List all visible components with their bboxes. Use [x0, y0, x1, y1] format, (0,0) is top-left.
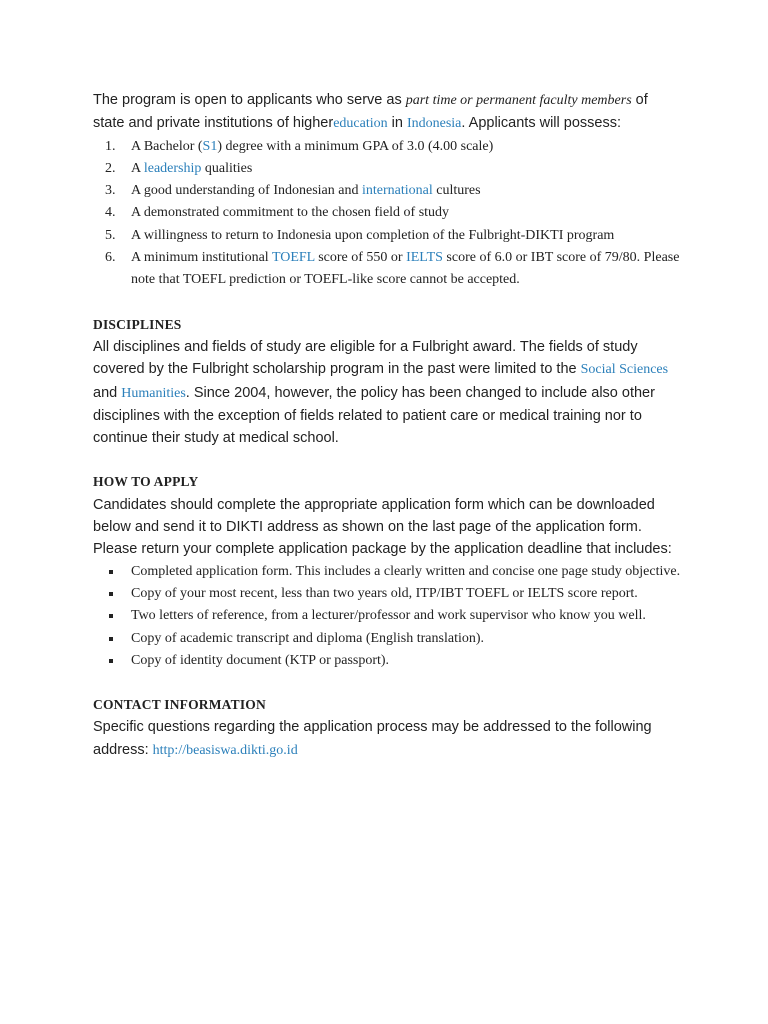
- indonesia-link[interactable]: Indonesia: [406, 116, 462, 132]
- leadership-link[interactable]: leadership: [143, 160, 202, 176]
- intro-text-2: of state and private institutions of higher: [93, 92, 648, 132]
- bullet-icon: [109, 570, 113, 574]
- list-item: [93, 180, 683, 202]
- item-text: Two letters of reference, from a lecturer/professor and work supervisor who know you well.: [131, 608, 646, 624]
- item-text: Completed application form. This includes a clearly written and concise one page study objective.: [131, 563, 681, 579]
- item-text: Copy of your most recent, less than two years old, ITP/IBT TOEFL or IELTS score report.: [131, 585, 638, 601]
- disciplines-text-1: All disciplines and fields of study are eligible for a Fulbright award. The fields of study covered by the Fulbright scholarship program in the past were limited to the: [93, 338, 638, 378]
- item-text: A Bachelor (: [131, 138, 203, 154]
- document-page: [93, 89, 683, 762]
- item-text: A willingness to return to Indonesia upon completion of the Fulbright-DIKTI program: [131, 227, 615, 243]
- bullet-icon: [109, 592, 113, 596]
- dikti-url-link[interactable]: http://beasiswa.dikti.go.id: [152, 742, 298, 758]
- humanities-link[interactable]: Humanities: [121, 385, 186, 401]
- s1-link[interactable]: S1: [202, 138, 218, 154]
- list-item: [93, 605, 683, 627]
- list-item: [93, 247, 683, 292]
- intro-text-1: The program is open to applicants who serve as: [93, 92, 406, 108]
- item-text: Copy of identity document (KTP or passport).: [131, 652, 390, 668]
- item-text: A demonstrated commitment to the chosen field of study: [131, 205, 450, 221]
- application-checklist: [93, 561, 683, 672]
- intro-text-4: . Applicants will possess:: [461, 115, 621, 132]
- requirements-list: [93, 136, 683, 292]
- intro-text-3: in: [387, 115, 407, 132]
- bullet-icon: [109, 637, 113, 641]
- list-item: [93, 650, 683, 672]
- item-text: qualities: [201, 160, 253, 176]
- contact-paragraph: [93, 716, 683, 762]
- list-number: 4.: [105, 205, 116, 221]
- social-sciences-link[interactable]: Social Sciences: [580, 362, 669, 378]
- list-item: [93, 158, 683, 180]
- list-number: 2.: [105, 160, 116, 176]
- list-item: [93, 225, 683, 247]
- item-text: score of 550 or: [314, 250, 407, 266]
- education-link[interactable]: education: [333, 116, 388, 132]
- disciplines-text-2: and: [93, 384, 122, 401]
- list-item: [93, 628, 683, 650]
- list-item: [93, 202, 683, 224]
- bullet-icon: [109, 659, 113, 663]
- item-text: ) degree with a minimum GPA of 3.0 (4.00 scale): [217, 138, 494, 154]
- list-item: [93, 136, 683, 158]
- ielts-link[interactable]: IELTS: [406, 250, 443, 266]
- disciplines-heading: DISCIPLINES: [93, 316, 182, 332]
- item-text: score of 6.0 or IBT score of 79/80. Please note that TOEFL prediction or TOEFL-like score cannot be accepted.: [131, 250, 680, 288]
- bullet-icon: [109, 614, 113, 618]
- list-number: 6.: [105, 250, 116, 266]
- item-text: A good understanding of Indonesian and: [131, 183, 362, 199]
- toefl-link[interactable]: TOEFL: [271, 250, 315, 266]
- item-text: cultures: [432, 183, 481, 199]
- how-to-apply-heading: HOW TO APPLY: [93, 474, 199, 490]
- international-link[interactable]: international: [361, 183, 433, 199]
- list-number: 3.: [105, 183, 116, 199]
- item-text: A minimum institutional: [131, 250, 272, 266]
- contact-heading: CONTACT INFORMATION: [93, 697, 266, 713]
- intro-emphasis: part time or permanent faculty members: [405, 93, 632, 108]
- disciplines-paragraph: [93, 336, 683, 449]
- list-item: [93, 561, 683, 583]
- intro-paragraph: [93, 89, 683, 136]
- item-text: A: [131, 160, 144, 176]
- list-number: 1.: [105, 138, 116, 154]
- disciplines-text-3: . Since 2004, however, the policy has been changed to include also other disciplines with the exception of fields related to patient care or medical training nor to continue their study at medical school.: [93, 384, 655, 447]
- how-to-apply-paragraph: Candidates should complete the appropriate application form which can be downloaded below and send it to DIKTI address as shown on the last page of the application form. Please return your complete application package by the application deadline that includes:: [93, 496, 672, 558]
- list-item: [93, 583, 683, 605]
- item-text: Copy of academic transcript and diploma (English translation).: [131, 630, 485, 646]
- list-number: 5.: [105, 227, 116, 243]
- contact-text: Specific questions regarding the application process may be addressed to the following address:: [93, 719, 652, 758]
